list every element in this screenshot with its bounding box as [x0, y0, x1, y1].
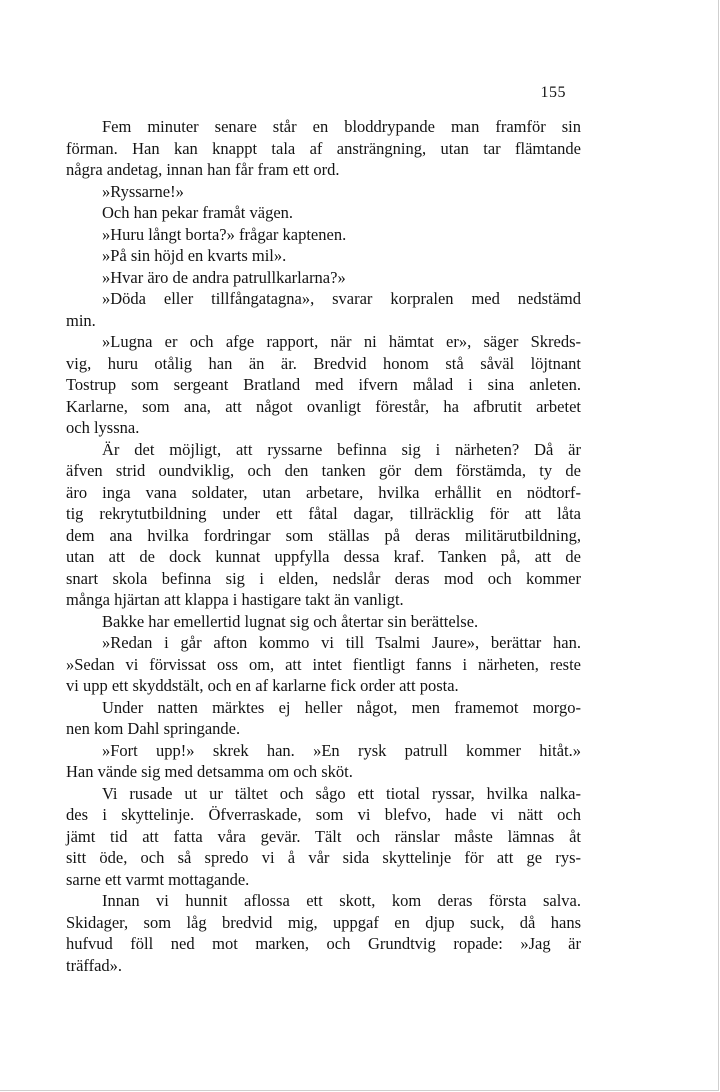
- text-line: Vi rusade ut ur tältet och sågo ett tiotal ryssar, hvilka nalka-: [102, 783, 581, 803]
- body-text: [66, 116, 581, 976]
- text-line: Innan vi hunnit aflossa ett skott, kom deras första salva.: [102, 891, 581, 910]
- text-line: Är det möjligt, att ryssarne befinna sig i närheten? Då är: [102, 439, 581, 459]
- text-line: Skidager, som låg bredvid mig, uppgaf en djup suck, då hans: [66, 912, 581, 932]
- text-line: Han vände sig med detsamma om och sköt.: [66, 762, 353, 781]
- text-line: nen kom Dahl springande.: [66, 719, 241, 738]
- text-line: Under natten märktes ej heller något, men framemot morgo-: [102, 697, 581, 717]
- text-line: »Hvar äro de andra patrullkarlarna?»: [102, 267, 346, 287]
- text-line: äro inga vana soldater, utan arbetare, hvilka erhållit en nödtorf-: [66, 482, 581, 502]
- text-line: vi upp ett skyddstält, och en af karlarne fick order att posta.: [66, 676, 459, 695]
- text-line: »På sin höjd en kvarts mil».: [102, 246, 287, 265]
- text-line: Och han pekar framåt vägen.: [102, 203, 294, 222]
- text-line: jämt tid att fatta våra gevär. Tält och ränslar måste lämnas åt: [66, 826, 581, 846]
- text-line: Fem minuter senare står en bloddrypande man framför sin: [102, 117, 581, 136]
- text-line: »Ryssarne!»: [102, 181, 184, 201]
- text-line: äfven strid oundviklig, och den tanken gör dem förstämda, ty de: [66, 461, 581, 480]
- text-line: des i skyttelinje. Öfverraskade, som vi blefvo, hade vi nätt och: [66, 805, 581, 824]
- text-line: dem ana hvilka fordringar som ställas på deras militärutbildning,: [66, 525, 581, 545]
- text-line: tig rekrytutbildning under ett fåtal dagar, tillräcklig för att låta: [66, 504, 581, 523]
- text-line: Bakke har emellertid lugnat sig och återtar sin berättelse.: [102, 611, 479, 631]
- text-line: hufvud föll ned mot marken, och Grundtvig ropade: »Jag är: [66, 934, 581, 953]
- text-line: och lyssna.: [66, 418, 140, 437]
- text-line: sarne ett varmt mottagande.: [66, 869, 250, 889]
- text-line: några andetag, innan han får fram ett ord.: [66, 160, 340, 179]
- text-line: »Lugna er och afge rapport, när ni hämtat er», säger Skreds-: [102, 332, 581, 351]
- text-line: träffad».: [66, 955, 123, 975]
- text-line: förman. Han kan knappt tala af ansträngning, utan tar flämtande: [66, 138, 581, 158]
- text-line: »Sedan vi förvissat oss om, att intet fientligt fanns i närheten, reste: [66, 654, 581, 674]
- text-line: utan att de dock kunnat uppfylla dessa kraf. Tanken på, att de: [66, 547, 581, 566]
- text-line: vig, huru otålig han än är. Bredvid honom stå såväl löjtnant: [66, 353, 581, 373]
- text-line: sitt öde, och så spredo vi å vår sida skyttelinje för att ge rys-: [66, 848, 581, 867]
- text-line: Karlarne, som ana, att något ovanligt förestår, ha afbrutit arbetet: [66, 396, 581, 416]
- text-line: Tostrup som sergeant Bratland med ifvern målad i sina anleten.: [66, 375, 581, 394]
- text-line: snart skola befinna sig i elden, nedslår deras mod och kommer: [66, 568, 581, 588]
- text-line: »Döda eller tillfångatagna», svarar korpralen med nedstämd: [102, 289, 581, 308]
- text-line: »Huru långt borta?» frågar kaptenen.: [102, 224, 347, 244]
- text-line: »Fort upp!» skrek han. »En rysk patrull kommer hitåt.»: [102, 740, 581, 760]
- page-number: 155: [540, 84, 566, 101]
- text-line: »Redan i går afton kommo vi till Tsalmi Jaure», berättar han.: [102, 633, 581, 652]
- text-line: många hjärtan att klappa i hastigare takt än vanligt.: [66, 590, 404, 609]
- text-line: min.: [66, 310, 96, 330]
